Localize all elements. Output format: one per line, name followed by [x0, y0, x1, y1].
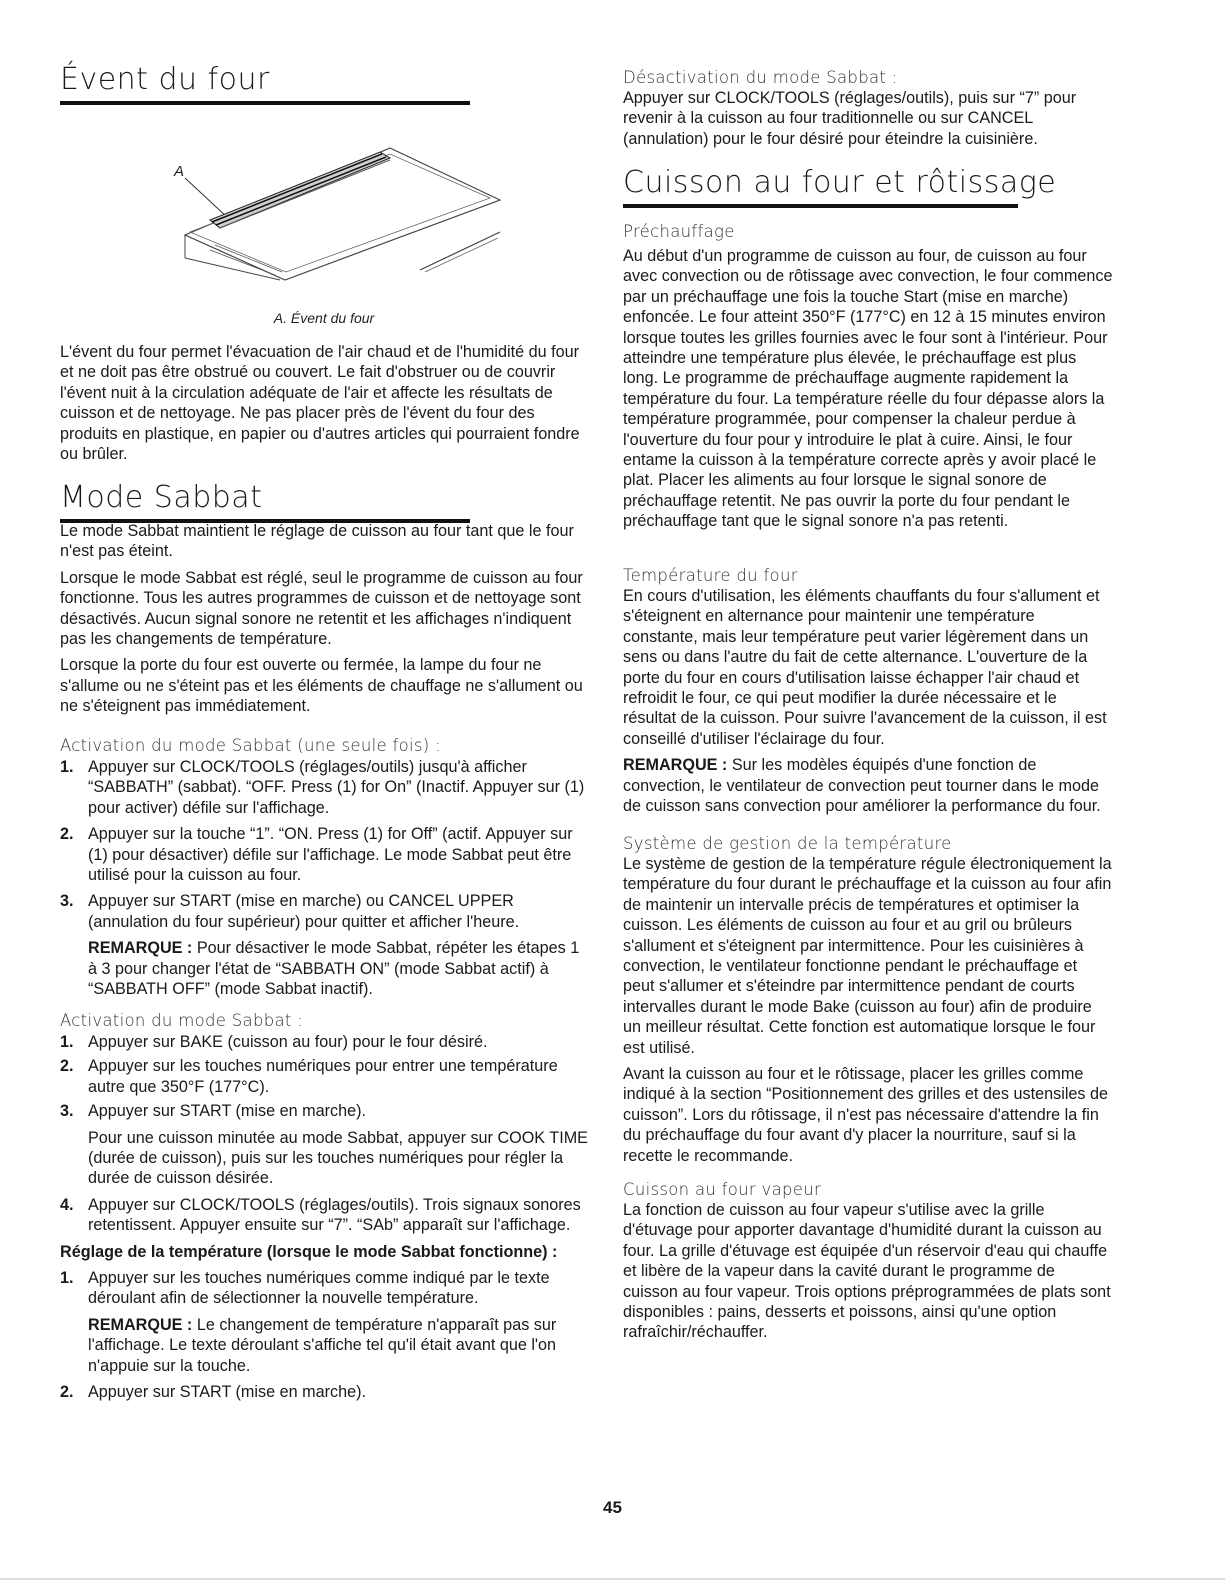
step-text: Appuyer sur CLOCK/TOOLS (réglages/outils) jusqu'à afficher “SABBATH” (sabbat). “OFF. Press (1) for On” (Inactif. Appuyer sur (1) pour activer) défile sur l'affichage. [88, 758, 585, 817]
step-number: 4. [60, 1195, 74, 1214]
list-item [60, 891, 588, 932]
vent-slot-2 [216, 157, 386, 225]
oven-vent-figure [60, 140, 588, 300]
step-number: 2. [60, 825, 74, 844]
step-number: 3. [60, 892, 74, 911]
oven-temp-title: Température du four [623, 566, 798, 585]
convection-note [623, 755, 1113, 816]
preheat-title: Préchauffage [623, 222, 735, 241]
activation-step-4 [60, 1195, 588, 1236]
cuisson-title: Cuisson au four et rôtissage [623, 165, 1057, 200]
note-2 [60, 1315, 588, 1376]
temp-step-2 [60, 1382, 588, 1402]
activation-steps [60, 1032, 588, 1122]
list-item [60, 1056, 588, 1097]
list-item [60, 824, 588, 885]
list-item [60, 1382, 588, 1402]
callout-line [185, 178, 228, 218]
sabbat-title: Mode Sabbat [60, 480, 263, 515]
step-text: Appuyer sur les touches numériques comme indiqué par le texte déroulant afin de sélectionner la nouvelle température. [88, 1269, 550, 1308]
steam-title: Cuisson au four vapeur [623, 1180, 822, 1199]
temp-step-1 [60, 1268, 588, 1309]
note-text: Pour désactiver le mode Sabbat, répéter les étapes 1 à 3 pour changer l'état de “SABBATH ON” (mode Sabbat actif) à “SABBATH OFF” (mode Sabbat inactif). [88, 939, 580, 999]
event-body: L'évent du four permet l'évacuation de l'air chaud et de l'humidité du four et ne doit pas être obstrué ou couvert. Le fait d'obstruer ou de couvrir l'évent nuit à la circulation adéquate de l'air et affecte les résultats de cuisson et de nettoyage. Ne pas placer près de l'évent du four des produits en plastique, en papier ou d'autres articles qui pourraient fondre ou brûler. [60, 343, 580, 464]
activation-once-title: Activation du mode Sabbat (une seule fois) : [60, 736, 441, 755]
right-edge-inner [425, 238, 498, 272]
steam-body: La fonction de cuisson au four vapeur s'utilise avec la grille d'étuvage pour apporter davantage d'humidité durant la cuisson au four. La grille d'étuvage est équipée d'un réservoir d'eau qui chauffe et libère de la vapeur dans la cavité durant le programme de cuisson au four vapeur. Trois options préprogrammées de plats sont disponibles : pains, desserts et poissons, ainsi qu'une option rafraîchir/réchauffer. [623, 1201, 1111, 1342]
step-number: 2. [60, 1383, 74, 1402]
list-item [60, 1195, 588, 1236]
deactivation-body: Appuyer sur CLOCK/TOOLS (réglages/outils), puis sur “7” pour revenir à la cuisson au four traditionnelle ou sur CANCEL (annulation) pour le four désiré pour éteindre la cuisinière. [623, 89, 1077, 148]
oven-vent-illustration [60, 140, 588, 300]
list-item [60, 1268, 588, 1309]
figure-caption: A. Évent du four [273, 310, 375, 326]
activation-extra: Pour une cuisson minutée au mode Sabbat, appuyer sur COOK TIME (durée de cuisson), puis sur les touches numériques pour régler la durée de cuisson désirée. [88, 1128, 588, 1188]
note-text: Le changement de température n'apparaît pas sur l'affichage. Le texte déroulant s'affiche tel qu'il était avant que l'on n'appuie sur la touche. [88, 1315, 557, 1375]
note-label: REMARQUE : [88, 939, 193, 958]
activation-once-steps [60, 757, 588, 932]
right-edge [420, 232, 500, 270]
vent-slot-3 [220, 160, 390, 228]
step-number: 1. [60, 758, 74, 776]
step-text: Appuyer sur BAKE (cuisson au four) pour le four désiré. [88, 1033, 488, 1051]
event-title: Évent du four [60, 62, 270, 97]
footer-line [0, 1578, 1225, 1580]
list-item [60, 1032, 588, 1052]
vent-slot-1 [212, 154, 382, 222]
hatch-2 [215, 245, 282, 272]
step-text: Appuyer sur START (mise en marche). [88, 1102, 366, 1121]
note-1 [60, 938, 588, 999]
step-text: Appuyer sur CLOCK/TOOLS (réglages/outils). Trois signaux sonores retentissent. Appuyer ensuite sur “7”. “SAb” apparaît sur l'affichage. [88, 1195, 581, 1235]
step-number: 1. [60, 1269, 74, 1288]
note-text: Sur les modèles équipés d'une fonction de convection, le ventilateur de convection peut tourner dans le mode de cuisson sans convection pour améliorer la performance du four. [623, 756, 1101, 816]
section-rule [623, 204, 1018, 208]
step-number: 3. [60, 1102, 74, 1121]
list-item [60, 1101, 588, 1121]
system-body-2: Avant la cuisson au four et le rôtissage, placer les grilles comme indiqué à la section “Positionnement des grilles et des ustensiles de cuisson”. Lors du rôtissage, il n'est pas nécessaire d'attendre la fin du préchauffage du four avant d'y placer la nourriture, sauf si la recette le recommande. [623, 1065, 1109, 1165]
figure-label: A [174, 163, 185, 180]
system-body: Le système de gestion de la température régule électroniquement la température du four durant le préchauffage et la cuisson au four afin de maintenir un intervalle précis de températures et optimiser la cuisson. Les éléments de cuisson au four et au gril ou brûleurs s'allument et s'éteignent par intermittence. Pour les cuisinières à convection, le ventilateur fonctionne pendant le préchauffage et peut s'allumer et s'éteindre par intermittence pendant de courts intervalles durant le mode Bake (cuisson au four) afin de produire un meilleur résultat. Cette fonction est automatique lorsque le four est utilisé. [623, 855, 1112, 1057]
note-label: REMARQUE : [623, 756, 728, 775]
sabbat-p3: Lorsque la porte du four est ouverte ou fermée, la lampe du four ne s'allume ou ne s'éteint pas et les éléments de chauffage ne s'allument ou ne s'éteignent pas immédiatement. [60, 656, 583, 716]
page-number: 45 [603, 1498, 622, 1517]
step-number: 2. [60, 1057, 74, 1076]
section-rule [60, 101, 470, 105]
step-number: 1. [60, 1033, 74, 1051]
deactivation-title: Désactivation du mode Sabbat : [623, 68, 898, 87]
step-text: Appuyer sur START (mise en marche) ou CANCEL UPPER (annulation du four supérieur) pour quitter et afficher l'heure. [88, 892, 520, 931]
step-text: Appuyer sur START (mise en marche). [88, 1383, 366, 1402]
temp-setting-title: Réglage de la température (lorsque le mode Sabbat fonctionne) : [60, 1242, 558, 1261]
front-bottom-edge [185, 258, 280, 280]
system-title: Système de gestion de la température [623, 834, 952, 853]
step-text: Appuyer sur les touches numériques pour entrer une température autre que 350°F (177°C). [88, 1057, 558, 1096]
step-text: Appuyer sur la touche “1”. “ON. Press (1) for Off” (actif. Appuyer sur (1) pour désactiver) défile sur l'affichage. Le mode Sabbat peut être utilisé pour la cuisson au four. [88, 825, 573, 885]
preheat-body: Au début d'un programme de cuisson au four, de cuisson au four avec convection ou de rôtissage avec convection, le four commence par un préchauffage une fois la touche Start (mise en marche) enfoncée. Le four atteint 350°F (177°C) en 12 à 15 minutes environ lorsque toutes les grilles fournies avec le four sont à l'intérieur. Pour atteindre une température plus élevée, le préchauffage est plus long. Le programme de préchauffage augmente rapidement la température du four. La température réelle du four dépasse alors la température programmée, pour compenser la chaleur perdue à l'ouverture du four pour y introduire le plat à cuire. Ainsi, le four entame la cuisson à la température correcte après y avoir placé le plat. Placer les aliments au four lorsque le signal sonore de préchauffage retentit. Ne pas ouvrir la porte du four pendant le préchauffage tant que le signal sonore n'a pas retenti. [623, 247, 1113, 531]
note-label: REMARQUE : [88, 1315, 193, 1334]
sabbat-p1: Le mode Sabbat maintient le réglage de cuisson au four tant que le four n'est pas éteint. [60, 522, 574, 561]
activation-title: Activation du mode Sabbat : [60, 1011, 304, 1030]
oven-temp-body: En cours d'utilisation, les éléments chauffants du four s'allument et s'éteignent en alternance pour maintenir une température constante, mais leur température peut varier légèrement dans un sens ou dans l'autre du fait de cette alternance. L'ouverture de la porte du four en cours d'utilisation laisse échapper l'air chaud et refroidit le four, ce qui peut modifier la durée nécessaire et le résultat de la cuisson. Pour suivre l'avancement de la cuisson, il est conseillé d'utiliser l'éclairage du four. [623, 587, 1107, 748]
list-item [60, 757, 588, 818]
sabbat-p2: Lorsque le mode Sabbat est réglé, seul le programme de cuisson au four fonctionne. Tous les autres programmes de cuisson et de nettoyage sont désactivés. Aucun signal sonore ne retentit et les affichages n'indiquent pas les changements de température. [60, 568, 583, 649]
